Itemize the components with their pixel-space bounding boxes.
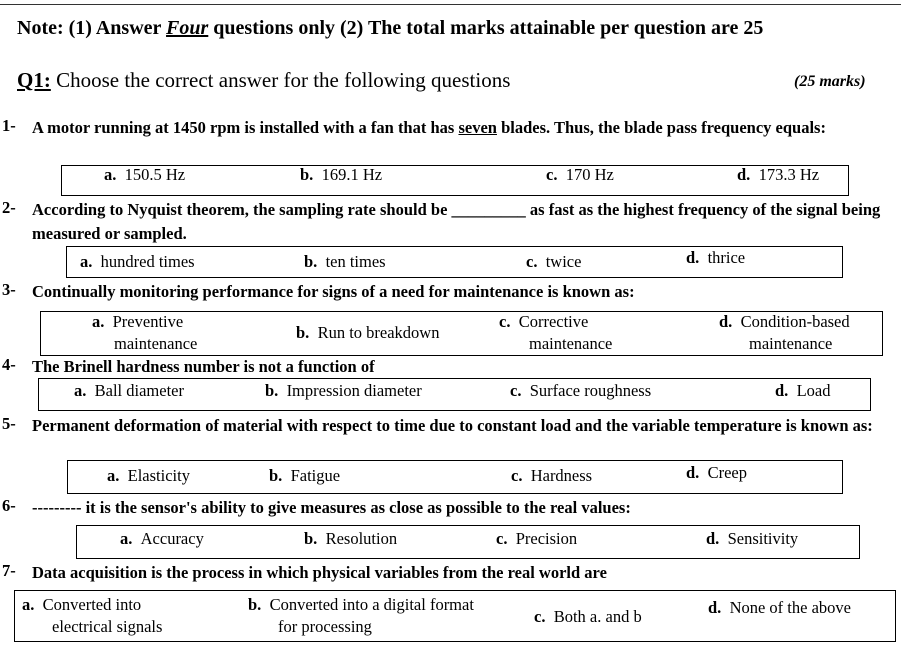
- option-c[interactable]: c. Corrective maintenance: [499, 312, 613, 353]
- option-b[interactable]: b. Run to breakdown: [296, 323, 440, 342]
- option-d[interactable]: d. Creep: [686, 463, 747, 482]
- option-b[interactable]: b. Impression diameter: [265, 381, 422, 400]
- option-d[interactable]: d. thrice: [686, 248, 746, 267]
- option-a[interactable]: a. Preventive maintenance: [92, 312, 198, 353]
- note-emphasis: Four: [166, 17, 209, 39]
- option-d[interactable]: d. Load: [775, 381, 831, 400]
- option-c[interactable]: c. Both a. and b: [534, 607, 642, 626]
- option-a[interactable]: a. Converted into electrical signals: [22, 595, 163, 636]
- question-text: --------- it is the sensor's ability to give measures as close as possible to the real values:: [32, 498, 631, 517]
- option-a[interactable]: a. hundred times: [80, 252, 195, 271]
- option-c[interactable]: c. 170 Hz: [546, 165, 614, 184]
- option-b[interactable]: b. Fatigue: [269, 466, 341, 485]
- option-a[interactable]: a. Elasticity: [107, 466, 190, 485]
- question-text: Data acquisition is the process in which physical variables from the real world are: [32, 563, 607, 582]
- question-number: 7-: [2, 561, 16, 580]
- question-number: 2-: [2, 198, 16, 217]
- option-b[interactable]: b. ten times: [304, 252, 386, 271]
- section-marks: (25 marks): [794, 73, 866, 90]
- option-b[interactable]: b. 169.1 Hz: [300, 165, 383, 184]
- option-d[interactable]: d. Sensitivity: [706, 529, 799, 548]
- question-text: Continually monitoring performance for signs of a need for maintenance is known as:: [32, 282, 635, 301]
- section-heading: [17, 68, 510, 93]
- option-b[interactable]: b. Resolution: [304, 529, 398, 548]
- top-rule: [0, 4, 901, 5]
- section-title: Choose the correct answer for the following questions: [50, 68, 511, 92]
- question-text: A motor running at 1450 rpm is installed with a fan that has seven blades. Thus, the blade pass frequency equals:: [32, 118, 826, 137]
- option-c[interactable]: c. twice: [526, 252, 582, 271]
- option-b[interactable]: b. Converted into a digital format for processing: [248, 595, 474, 636]
- question-text: Permanent deformation of material with respect to time due to constant load and the variable temperature is known as:: [32, 416, 873, 435]
- question-number: 5-: [2, 414, 16, 433]
- question-number: 4-: [2, 355, 16, 374]
- option-a[interactable]: a. 150.5 Hz: [104, 165, 186, 184]
- option-c[interactable]: c. Surface roughness: [510, 381, 652, 400]
- section-label: Q1:: [17, 68, 51, 92]
- option-c[interactable]: c. Precision: [496, 529, 578, 548]
- option-c[interactable]: c. Hardness: [511, 466, 593, 485]
- exam-note: Note: (1) Answer Four questions only (2) The total marks attainable per question are 25: [17, 17, 764, 39]
- option-a[interactable]: a. Accuracy: [120, 529, 204, 548]
- question-number: 1-: [2, 116, 16, 135]
- option-d[interactable]: d. Condition-based maintenance: [719, 312, 850, 353]
- question-text: According to Nyquist theorem, the sampling rate should be _________ as fast as the highest frequency of the signal being measured or sampled.: [32, 200, 881, 243]
- question-number: 3-: [2, 280, 16, 299]
- option-d[interactable]: d. None of the above: [708, 598, 851, 617]
- question-number: 6-: [2, 496, 16, 515]
- option-a[interactable]: a. Ball diameter: [74, 381, 184, 400]
- option-d[interactable]: d. 173.3 Hz: [737, 165, 820, 184]
- question-text: The Brinell hardness number is not a function of: [32, 357, 375, 376]
